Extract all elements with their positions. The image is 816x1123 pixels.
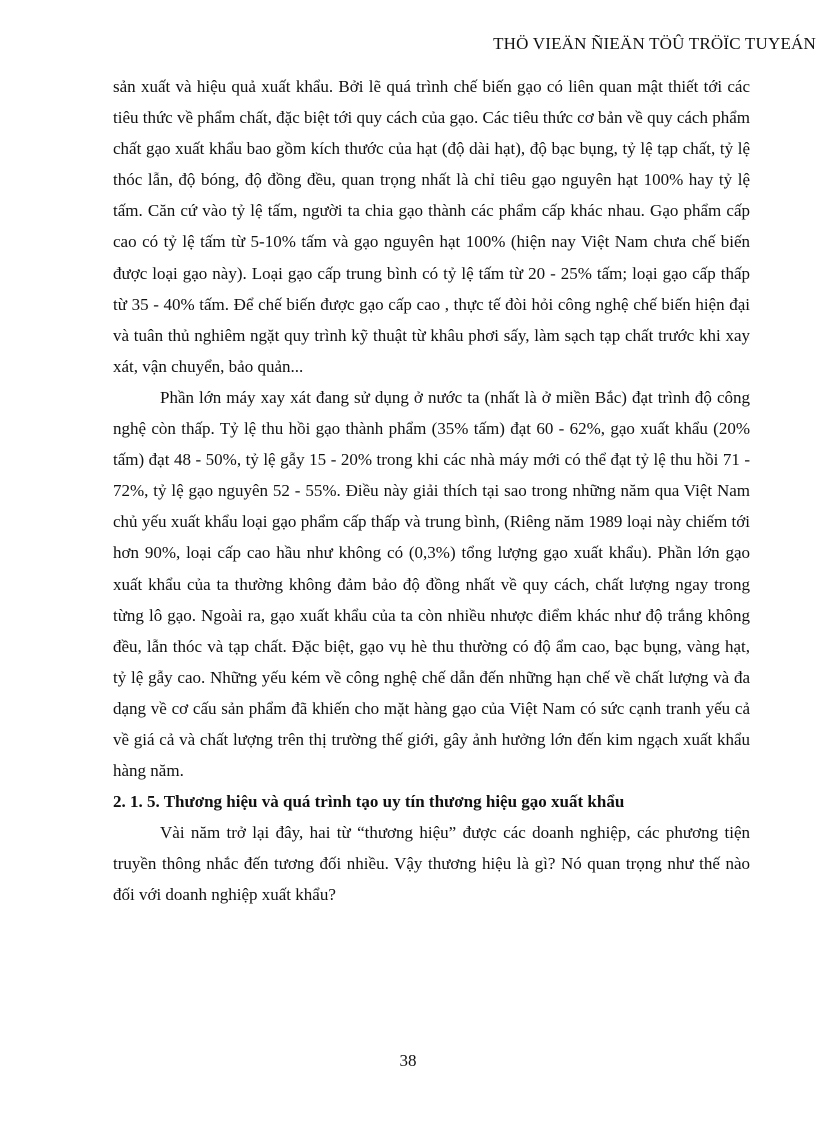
page-header: THÖ VIEÄN ÑIEÄN TÖÛ TRÖÏC TUYEÁN xyxy=(493,34,816,53)
paragraph-rice-quality-standards: sản xuất và hiệu quả xuất khẩu. Bởi lẽ quá trình chế biến gạo có liên quan mật thiết tới các tiêu thức về phẩm chất, đặc biệt tới quy cách của gạo. Các tiêu thức cơ bản về quy cách phẩm chất gạo xuất khẩu bao gồm kích thước của hạt (độ dài hạt), độ bạc bụng, tỷ lệ tạp chất, tỷ lệ thóc lẫn, độ bóng, độ đồng đều, quan trọng nhất là chỉ tiêu gạo nguyên hạt 100% hay tỷ lệ tấm. Căn cứ vào tỷ lệ tấm, người ta chia gạo thành các phẩm cấp khác nhau. Gạo phẩm cấp cao có tỷ lệ tấm từ 5-10% tấm và gạo nguyên hạt 100% (hiện nay Việt Nam chưa chế biến được loại gạo này). Loại gạo cấp trung bình có tỷ lệ tấm từ 20 - 25% tấm; loại gạo cấp thấp từ 35 - 40% tấm. Để chế biến được gạo cấp cao , thực tế đòi hỏi công nghệ chế biến hiện đại và tuân thủ nghiêm ngặt quy trình kỹ thuật từ khâu phơi sấy, làm sạch tạp chất trước khi xay xát, vận chuyển, bảo quản... xyxy=(113,77,750,376)
section-heading: 2. 1. 5. Thương hiệu và quá trình tạo uy tín thương hiệu gạo xuất khẩu xyxy=(113,792,625,812)
page-body xyxy=(113,71,750,911)
page-number: 38 xyxy=(399,1051,417,1070)
paragraph-milling-technology: Phần lớn máy xay xát đang sử dụng ở nước ta (nhất là ở miền Bắc) đạt trình độ công nghệ còn thấp. Tỷ lệ thu hồi gạo thành phẩm (35% tấm) đạt 60 - 62%, gạo xuất khẩu (20% tấm) đạt 48 - 50%, tỷ lệ gẫy 15 - 20% trong khi các nhà máy mới có thể đạt tỷ lệ thu hồi 71 - 72%, tỷ lệ gạo nguyên 52 - 55%. Điều này giải thích tại sao trong những năm qua Việt Nam chủ yếu xuất khẩu loại gạo phẩm cấp thấp và trung bình, (Riêng năm 1989 loại này chiếm tới hơn 90%, loại cấp cao hầu như không có (0,3%) tổng lượng gạo xuất khẩu). Phần lớn gạo xuất khẩu của ta thường không đảm bảo độ đồng nhất về quy cách, chất lượng ngay trong từng lô gạo. Ngoài ra, gạo xuất khẩu của ta còn nhiều nhược điểm khác như độ trắng không đều, lẫn thóc và tạp chất. Đặc biệt, gạo vụ hè thu thường có độ ẩm cao, bạc bụng, vàng hạt, tỷ lệ gẫy cao. Những yếu kém về công nghệ chế dẫn đến những hạn chế về chất lượng và đa dạng về cơ cấu sản phẩm đã khiến cho mặt hàng gạo của Việt Nam có sức cạnh tranh yếu cả về giá cả và chất lượng trên thị trường thế giới, gây ảnh hưởng lớn đến kim ngạch xuất khẩu hàng năm. xyxy=(113,387,750,781)
paragraph-brand-intro: Vài năm trở lại đây, hai từ “thương hiệu” được các doanh nghiệp, các phương tiện truyền thông nhắc đến tương đối nhiều. Vậy thương hiệu là gì? Nó quan trọng như thế nào đối với doanh nghiệp xuất khẩu? xyxy=(113,823,750,905)
